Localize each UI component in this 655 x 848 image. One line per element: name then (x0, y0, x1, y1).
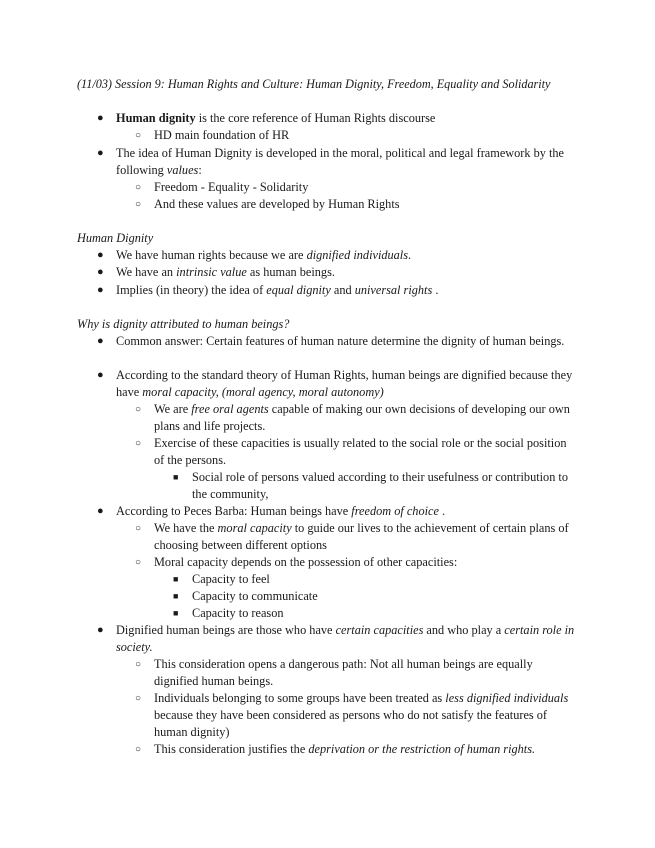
list-item: ● Human dignity is the core reference of Human Rights discourse (97, 111, 436, 125)
bullet-disc-icon: ● (97, 266, 104, 278)
list-item: ● Dignified human beings are those who have certain capacities and who play a certain role in society. (97, 623, 575, 654)
list-item: ○ We have the moral capacity to guide our lives to the achievement of certain plans of choosing between different options (135, 521, 569, 552)
bullet-circle-icon: ○ (135, 523, 142, 534)
bullet-disc-icon: ● (97, 369, 104, 381)
list-item: ■ Capacity to communicate (173, 589, 318, 603)
bullet-square-icon: ■ (173, 472, 179, 482)
bullet-circle-icon: ○ (135, 693, 142, 704)
page-title: (11/03) Session 9: Human Rights and Culture: Human Dignity, Freedom, Equality and Solidarity (77, 77, 551, 91)
section-heading: Why is dignity attributed to human beings? (77, 317, 290, 331)
list-item: ○ Individuals belonging to some groups have been treated as less dignified individuals because they have been considered as persons who do not satisfy the features of human dignity) (135, 691, 569, 739)
list-item: ○ This consideration opens a dangerous path: Not all human beings are equally dignified human beings. (135, 657, 533, 688)
list-item: ● According to Peces Barba: Human beings have freedom of choice . (97, 504, 446, 518)
bullet-square-icon: ■ (173, 591, 179, 601)
bullet-circle-icon: ○ (135, 130, 142, 141)
list-item: ● According to the standard theory of Human Rights, human beings are dignified because they have moral capacity, (moral agency, moral autonomy) (97, 368, 573, 399)
bullet-circle-icon: ○ (135, 404, 142, 415)
list-item: ■ Social role of persons valued according to their usefulness or contribution to the community, (173, 470, 568, 501)
bullet-disc-icon: ● (97, 147, 104, 159)
bullet-circle-icon: ○ (135, 744, 142, 755)
list-item: ■ Capacity to feel (173, 572, 270, 586)
bullet-square-icon: ■ (173, 574, 179, 584)
bullet-disc-icon: ● (97, 505, 104, 517)
bullet-circle-icon: ○ (135, 659, 142, 670)
bullet-circle-icon: ○ (135, 438, 142, 449)
bullet-disc-icon: ● (97, 624, 104, 636)
list-item: ● Common answer: Certain features of human nature determine the dignity of human beings. (97, 334, 565, 348)
list-item: ○ This consideration justifies the deprivation or the restriction of human rights. (135, 742, 536, 756)
list-item: ○ Moral capacity depends on the possession of other capacities: (135, 555, 458, 569)
section-heading: Human Dignity (77, 231, 154, 245)
bullet-circle-icon: ○ (135, 182, 142, 193)
bullet-circle-icon: ○ (135, 199, 142, 210)
bullet-disc-icon: ● (97, 249, 104, 261)
list-item: ■ Capacity to reason (173, 606, 284, 620)
list-item: ○ Exercise of these capacities is usually related to the social role or the social position of the persons. (135, 436, 567, 467)
list-item: ○ And these values are developed by Human Rights (135, 197, 400, 211)
bullet-disc-icon: ● (97, 112, 104, 124)
bullet-disc-icon: ● (97, 284, 104, 296)
list-item: ● The idea of Human Dignity is developed in the moral, political and legal framework by the following values: (97, 146, 565, 177)
bullet-square-icon: ■ (173, 608, 179, 618)
list-item: ● We have an intrinsic value as human beings. (97, 265, 335, 279)
list-item: ● We have human rights because we are dignified individuals. (97, 248, 412, 262)
list-item: ○ Freedom - Equality - Solidarity (135, 180, 309, 194)
list-item: ○ HD main foundation of HR (135, 128, 290, 142)
list-item: ● Implies (in theory) the idea of equal dignity and universal rights . (97, 283, 439, 297)
bullet-disc-icon: ● (97, 335, 104, 347)
bullet-circle-icon: ○ (135, 557, 142, 568)
list-item: ○ We are free oral agents capable of making our own decisions of developing our own plans and life projects. (135, 402, 570, 433)
